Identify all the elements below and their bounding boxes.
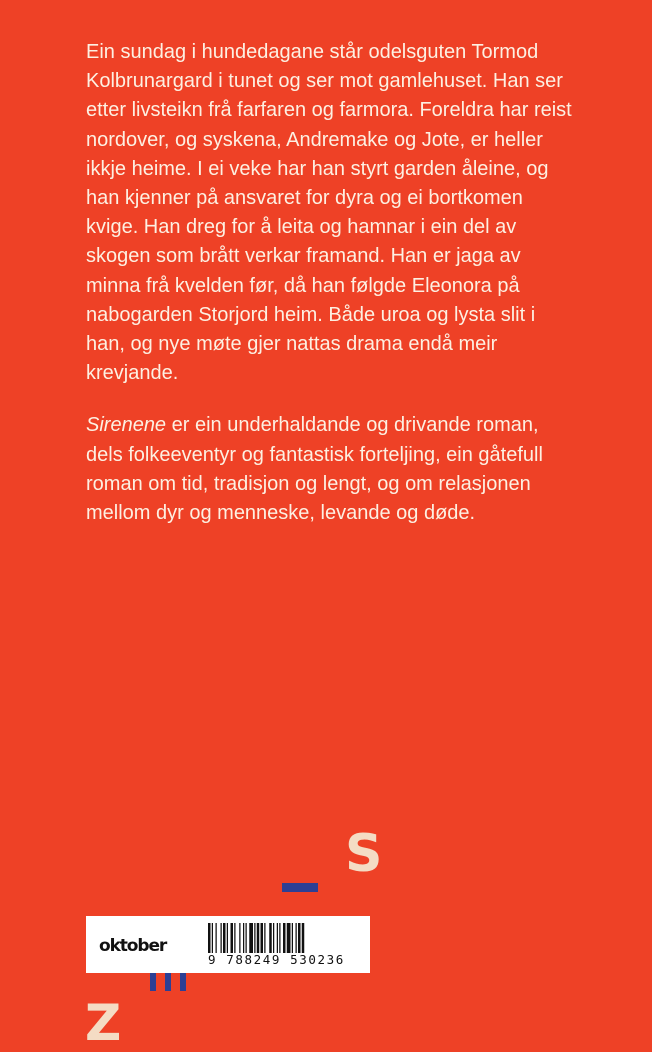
decorative-blue-dash xyxy=(282,883,318,892)
book-title-italic: Sirenene xyxy=(86,414,167,437)
isbn-number: 9 788249 530236 xyxy=(208,952,345,967)
back-cover-blurb xyxy=(86,38,576,528)
decorative-letter-s: S xyxy=(345,824,383,884)
decorative-blue-ticks xyxy=(150,973,186,991)
publisher-logo: oktober xyxy=(99,936,167,956)
barcode-label xyxy=(86,916,370,973)
blurb-paragraph-2 xyxy=(86,411,576,528)
blurb-paragraph-1: Ein sundag i hundedagane står odelsguten Tormod Kolbrunargard i tunet og ser mot gamlehuset. Han ser etter livsteikn frå farfaren og farmora. Foreldra har reist nordover, og syskena, Andremake og Jote, er heller ikkje heime. I ei veke har han styrt garden åleine, og han kjenner på ansvaret for dyra og ei bortkomen kvige. Han dreg for å leita og hamnar i ein del av skogen som brått verkar framand. Han er jaga av minna frå kvelden før, då han følgde Eleonora på nabogarden Storjord heim. Både uroa og lysta slit i han, og nye møte gjer nattas drama endå meir krevjande. xyxy=(86,41,572,385)
barcode-icon xyxy=(208,923,364,953)
blurb-paragraph-2-text: er ein underhaldande og drivande roman, dels folkeeventyr og fantastisk forteljing, ein gåtefull roman om tid, tradisjon og lengt, og om relasjonen mellom dyr og menneske, levande og døde. xyxy=(86,414,543,525)
decorative-letter-z: Z xyxy=(85,994,122,1052)
